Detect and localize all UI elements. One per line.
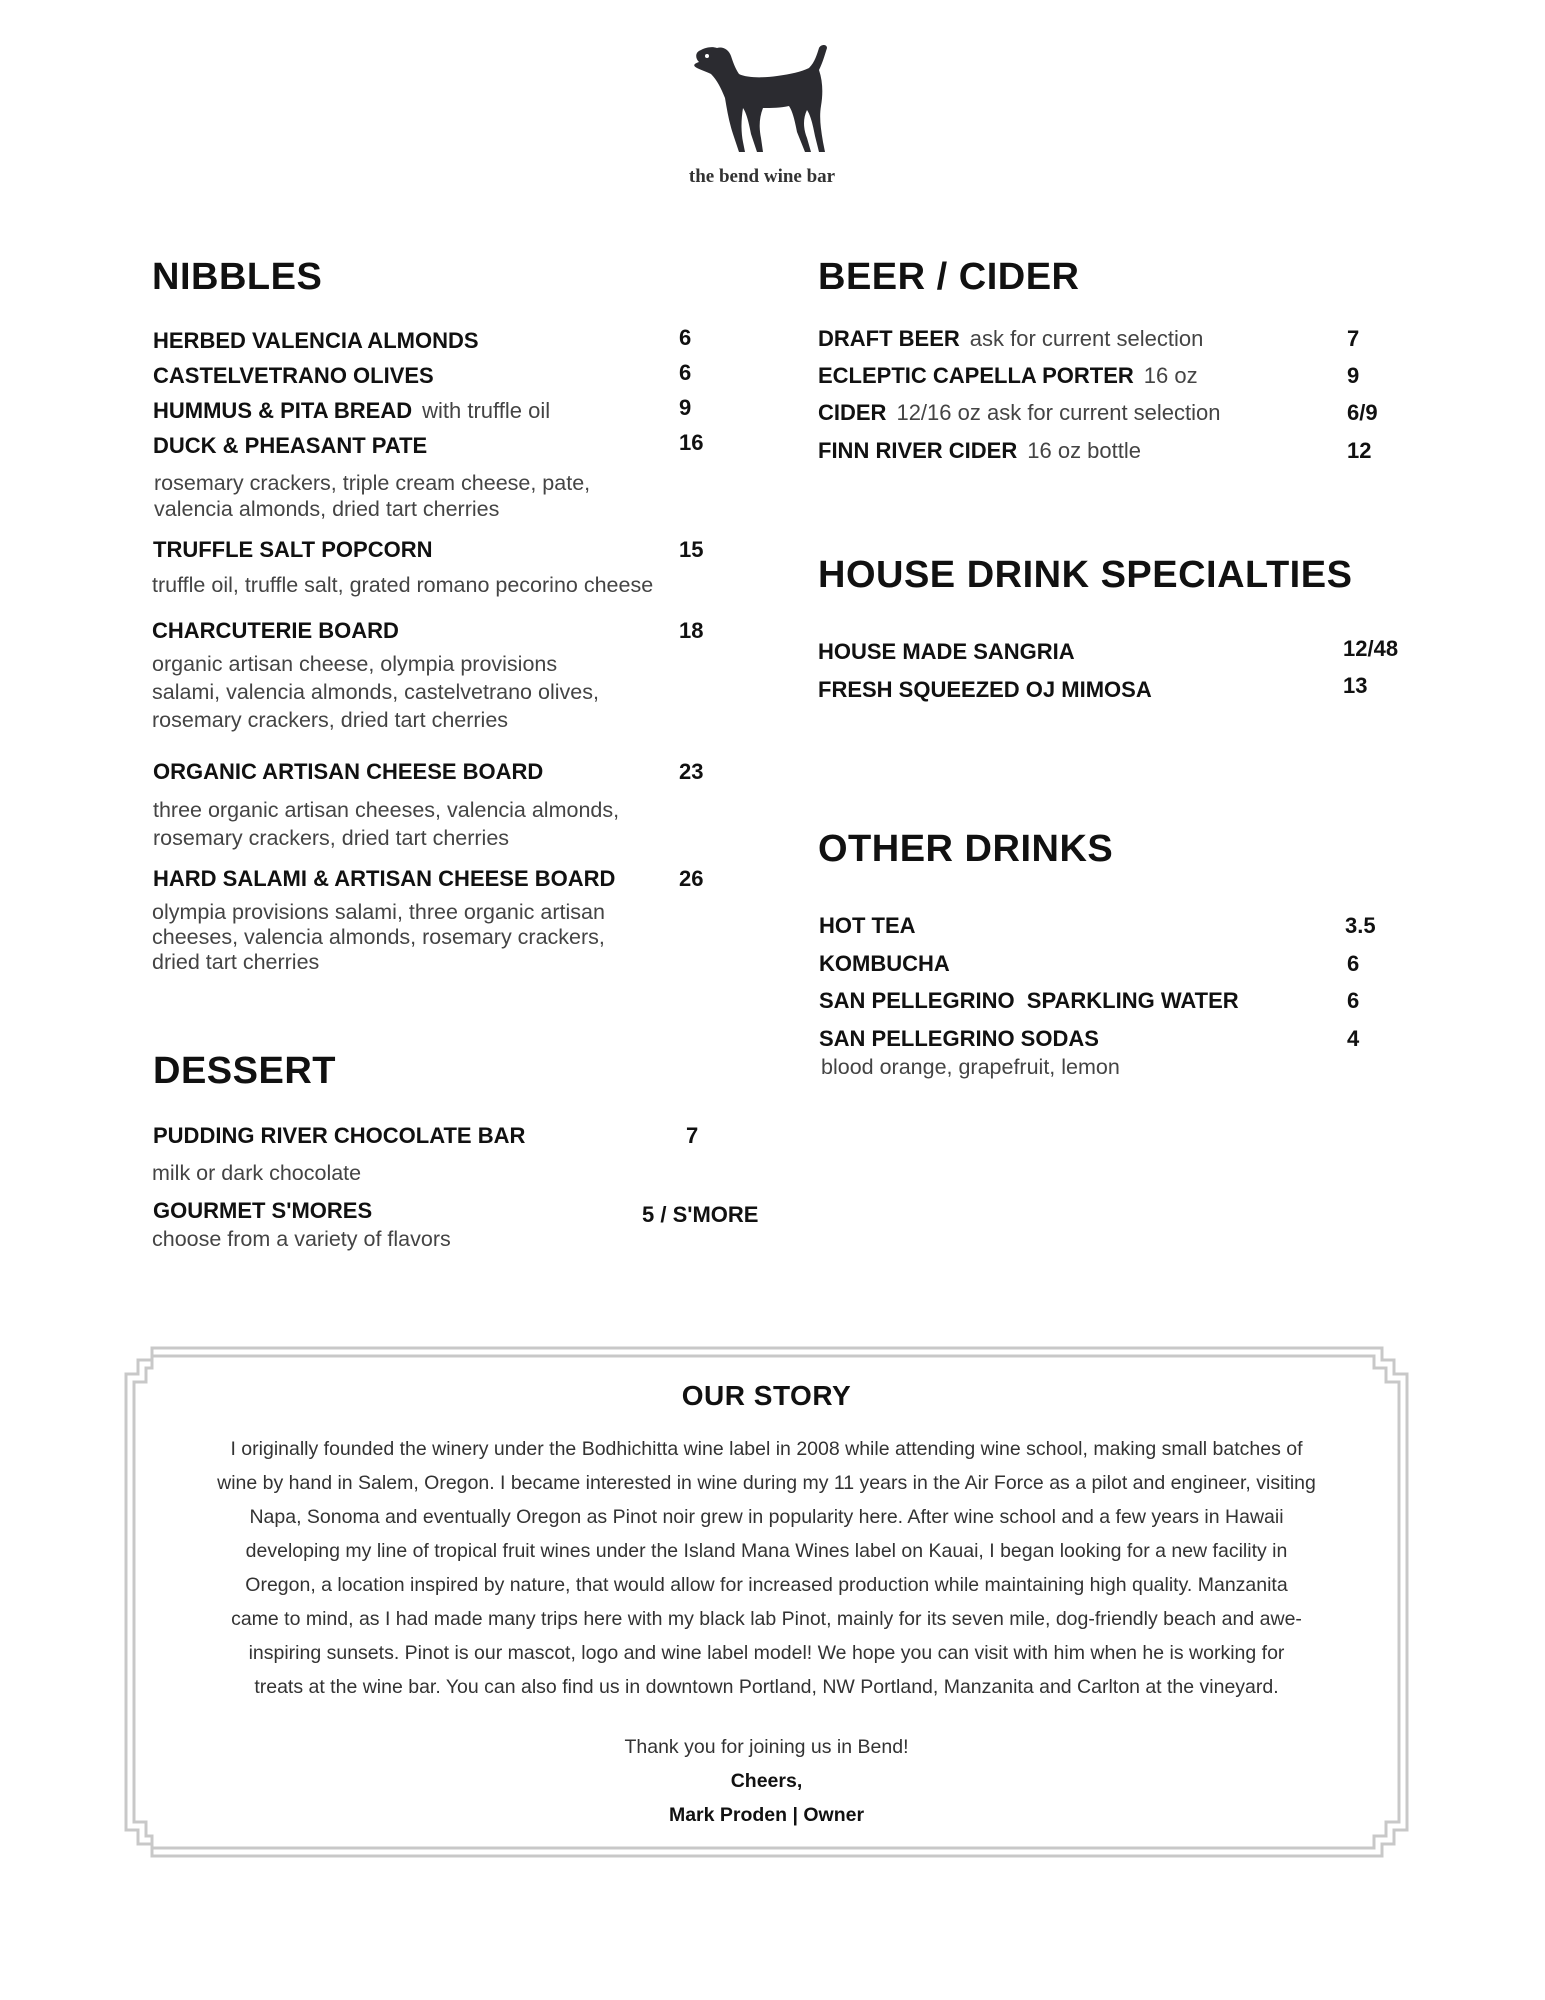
menu-item [153, 1200, 372, 1222]
menu-item [818, 328, 1203, 350]
menu-item [153, 539, 432, 561]
item-note: ask for current selection [969, 326, 1204, 351]
nibbles-title: NIBBLES [152, 256, 323, 298]
item-note: 12/16 oz ask for current selection [896, 400, 1221, 425]
item-name: TRUFFLE SALT POPCORN [153, 537, 433, 562]
item-name: CASTELVETRANO OLIVES [153, 363, 434, 388]
description-line: organic artisan cheese, olympia provisions [152, 652, 558, 676]
black-lab-dog-icon [677, 24, 847, 164]
item-price: 4 [1347, 1026, 1360, 1051]
item-price: 6 [679, 325, 692, 350]
description-line: truffle oil, truffle salt, grated romano pecorino cheese [152, 573, 654, 597]
menu-item [819, 990, 1239, 1012]
item-name: HUMMUS & PITA BREAD [153, 398, 413, 423]
brand-name: the bend wine bar [688, 166, 836, 187]
item-price: 5 / S'MORE [642, 1202, 759, 1227]
item-price: 26 [679, 866, 704, 891]
story-line: developing my line of tropical fruit wines under the Island Mana Wines label on Kauai, I began looking for a new facility in [245, 1540, 1288, 1562]
description-line: cheeses, valencia almonds, rosemary crackers, [152, 925, 605, 949]
item-description [154, 470, 590, 522]
menu-item [153, 400, 550, 422]
item-name: SAN PELLEGRINO SPARKLING WATER [819, 988, 1239, 1013]
menu-item [153, 365, 434, 387]
description-line: rosemary crackers, dried tart cherries [152, 708, 509, 732]
menu-item [818, 679, 1152, 701]
item-note: 16 oz [1143, 363, 1198, 388]
story-line: wine by hand in Salem, Oregon. I became interested in wine during my 11 years in the Air Force as a pilot and engineer, visiting [217, 1472, 1316, 1494]
description-line: three organic artisan cheeses, valencia almonds, [153, 798, 620, 822]
item-price: 6/9 [1347, 400, 1378, 425]
item-description [152, 900, 605, 975]
item-price: 18 [679, 618, 704, 643]
menu-item [153, 330, 479, 352]
item-price: 9 [679, 395, 692, 420]
logo [672, 24, 852, 188]
item-price: 15 [679, 537, 704, 562]
story-line: Oregon, a location inspired by nature, that would allow for increased production while maintaining high quality. Manzanita [245, 1574, 1288, 1596]
menu-item [818, 365, 1198, 387]
item-name: DUCK & PHEASANT PATE [153, 433, 428, 458]
menu-item [152, 620, 399, 642]
description-line: blood orange, grapefruit, lemon [821, 1055, 1120, 1079]
item-name: PUDDING RIVER CHOCOLATE BAR [153, 1123, 526, 1148]
item-price: 6 [1347, 988, 1360, 1013]
item-name: FRESH SQUEEZED OJ MIMOSA [818, 677, 1152, 702]
item-price: 12/48 [1343, 636, 1399, 661]
menu-item [153, 1125, 525, 1147]
story-line: treats at the wine bar. You can also find us in downtown Portland, NW Portland, Manzanita and Carlton at the vineyard. [254, 1676, 1279, 1698]
item-price: 3.5 [1345, 913, 1376, 938]
item-price: 13 [1343, 673, 1368, 698]
item-note: 16 oz bottle [1027, 438, 1141, 463]
beer-cider-title: BEER / CIDER [818, 256, 1080, 298]
dessert-title: DESSERT [153, 1050, 336, 1092]
item-name: ORGANIC ARTISAN CHEESE BOARD [153, 759, 544, 784]
menu-item [819, 953, 950, 975]
item-name: FINN RIVER CIDER [818, 438, 1018, 463]
story-line: came to mind, as I had made many trips here with my black lab Pinot, mainly for its seven mile, dog-friendly beach and awe- [231, 1608, 1302, 1630]
description-line: olympia provisions salami, three organic artisan [152, 900, 605, 924]
item-name: DRAFT BEER [818, 326, 960, 351]
house-drinks-title: HOUSE DRINK SPECIALTIES [818, 554, 1353, 596]
item-name: CHARCUTERIE BOARD [152, 618, 399, 643]
menu-item [818, 641, 1075, 663]
story-line: inspiring sunsets. Pinot is our mascot, logo and wine label model! We hope you can visit with him when he is working for [248, 1642, 1285, 1664]
story-line: Napa, Sonoma and eventually Oregon as Pinot noir grew in popularity here. After wine school and a few years in Hawaii [249, 1506, 1284, 1528]
item-note: with truffle oil [422, 398, 551, 423]
menu-item [818, 402, 1221, 424]
item-name: HOUSE MADE SANGRIA [818, 639, 1075, 664]
menu-item [819, 915, 916, 937]
item-name: KOMBUCHA [819, 951, 950, 976]
item-price: 7 [686, 1123, 699, 1148]
item-name: SAN PELLEGRINO SODAS [819, 1026, 1099, 1051]
description-line: valencia almonds, dried tart cherries [154, 497, 500, 521]
item-price: 7 [1347, 326, 1360, 351]
item-description [152, 1226, 451, 1253]
other-drinks-title: OTHER DRINKS [818, 828, 1114, 870]
item-description [152, 572, 653, 599]
item-description [821, 1054, 1120, 1081]
item-price: 16 [679, 430, 704, 455]
item-description [152, 650, 599, 734]
item-description [153, 796, 619, 852]
description-line: choose from a variety of flavors [152, 1227, 451, 1251]
menu-item [819, 1028, 1099, 1050]
story-thanks: Thank you for joining us in Bend! [624, 1736, 909, 1758]
item-name: ECLEPTIC CAPELLA PORTER [818, 363, 1134, 388]
story-title: OUR STORY [681, 1380, 852, 1411]
item-price: 9 [1347, 363, 1360, 388]
description-line: salami, valencia almonds, castelvetrano olives, [152, 680, 599, 704]
item-name: HOT TEA [819, 913, 916, 938]
menu-item [818, 440, 1141, 462]
item-name: HERBED VALENCIA ALMONDS [153, 328, 479, 353]
description-line: dried tart cherries [152, 950, 320, 974]
item-name: GOURMET S'MORES [153, 1198, 373, 1223]
story-line: I originally founded the winery under the Bodhichitta wine label in 2008 while attending wine school, making small batches of [230, 1438, 1303, 1460]
item-name: CIDER [818, 400, 887, 425]
menu-item [153, 868, 615, 890]
item-price: 12 [1347, 438, 1372, 463]
story-body [170, 1432, 1363, 1704]
description-line: rosemary crackers, dried tart cherries [153, 826, 510, 850]
description-line: milk or dark chocolate [152, 1161, 362, 1185]
item-description [152, 1160, 361, 1187]
item-price: 6 [679, 360, 692, 385]
item-price: 23 [679, 759, 704, 784]
story-signature: Mark Proden | Owner [668, 1804, 865, 1826]
menu-item [153, 761, 543, 783]
item-name: HARD SALAMI & ARTISAN CHEESE BOARD [153, 866, 616, 891]
description-line: rosemary crackers, triple cream cheese, pate, [154, 471, 591, 495]
item-price: 6 [1347, 951, 1360, 976]
menu-item [153, 435, 427, 457]
story-cheers: Cheers, [730, 1770, 803, 1792]
